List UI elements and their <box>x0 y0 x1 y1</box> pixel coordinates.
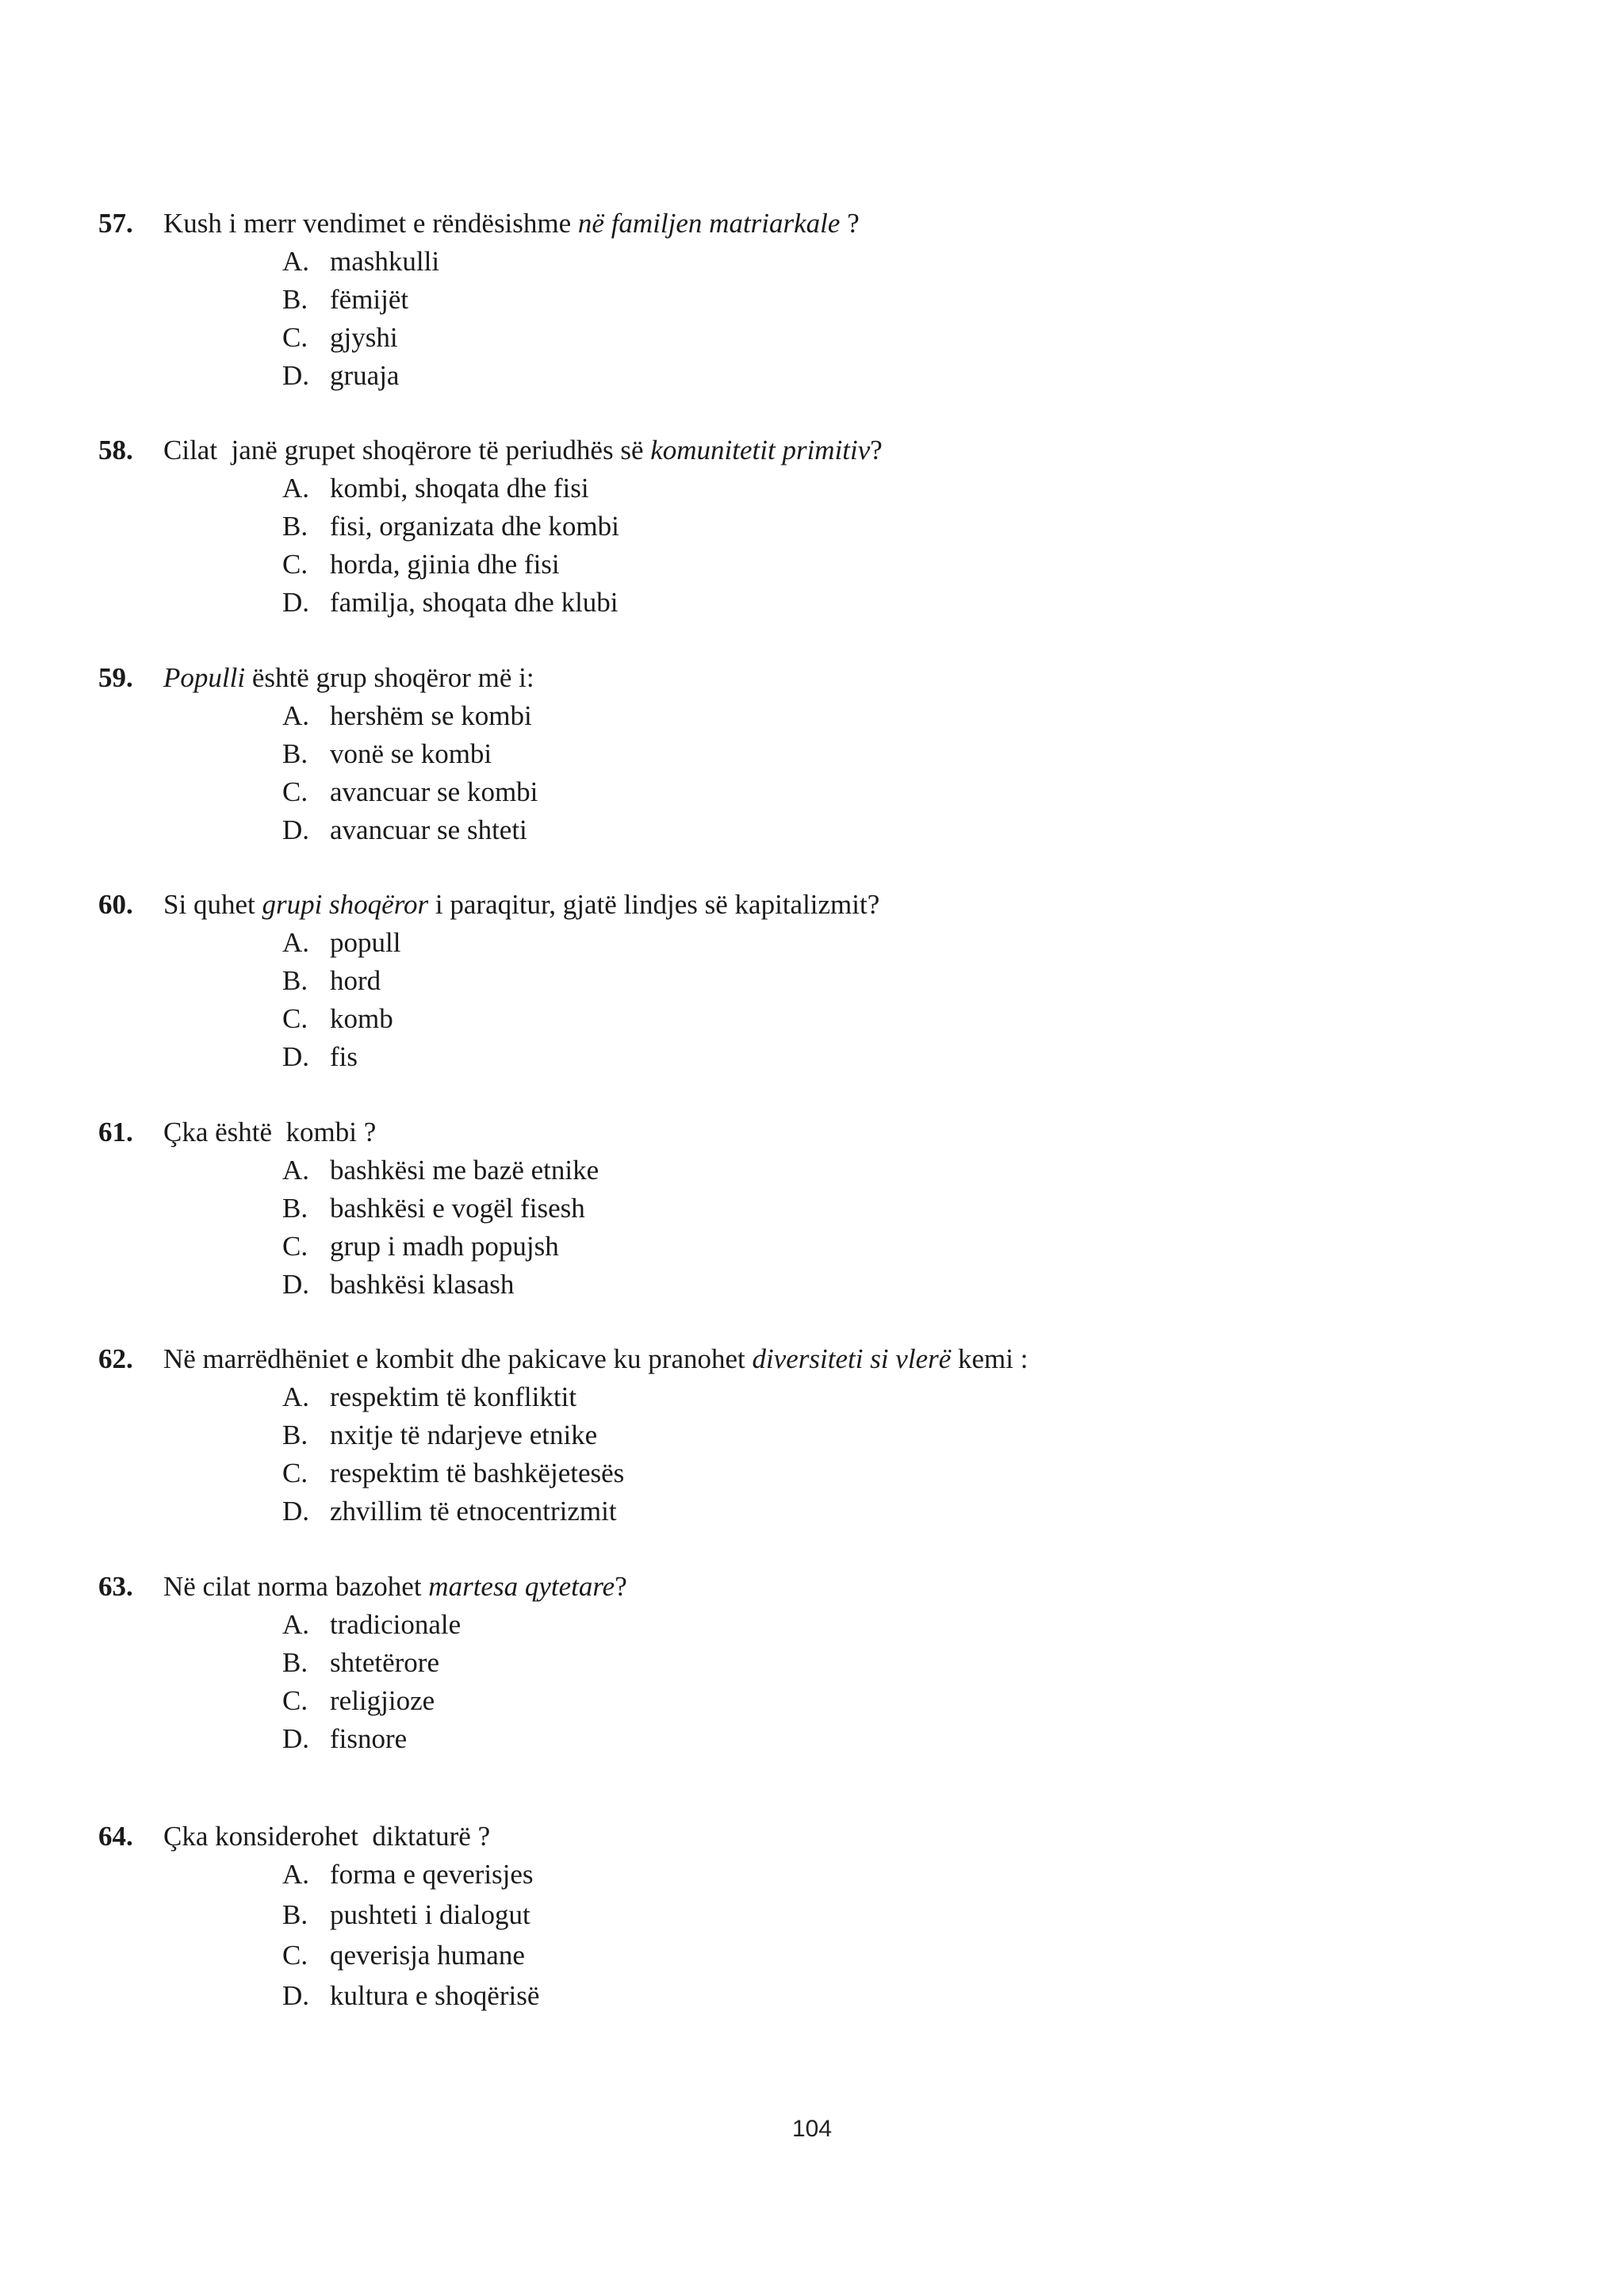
option-letter: B. <box>282 284 308 315</box>
option-text: gruaja <box>330 360 400 391</box>
question-text-segment: i paraqitur, gjatë lindjes së kapitalizmit? <box>428 889 880 920</box>
answer-option <box>282 735 1526 773</box>
question-text-italic: në familjen matriarkale <box>577 208 841 239</box>
question-60 <box>98 886 1526 1076</box>
answer-options <box>282 1151 1526 1304</box>
answer-option <box>282 1937 1526 1977</box>
option-letter: A. <box>282 927 310 958</box>
question-header <box>98 205 1526 243</box>
option-letter: B. <box>282 511 308 542</box>
answer-option <box>282 1228 1526 1266</box>
page-number: 104 <box>791 2116 833 2142</box>
question-text-segment: Çka është kombi ? <box>163 1117 377 1147</box>
question-text <box>163 1818 490 1856</box>
option-text: popull <box>330 927 401 958</box>
option-letter: B. <box>282 1647 308 1678</box>
question-text <box>163 886 879 924</box>
option-letter: D. <box>282 1496 310 1527</box>
question-number: 57. <box>98 208 133 239</box>
answer-option <box>282 1190 1526 1228</box>
answer-option <box>282 1151 1526 1190</box>
option-text: qeverisja humane <box>330 1940 525 1971</box>
option-letter: A. <box>282 700 310 731</box>
answer-options <box>282 924 1526 1076</box>
option-letter: B. <box>282 1193 308 1224</box>
option-text: hord <box>330 965 381 996</box>
option-letter: A. <box>282 1155 310 1186</box>
answer-option <box>282 546 1526 584</box>
option-text: bashkësi me bazë etnike <box>330 1155 599 1186</box>
question-text <box>163 659 534 697</box>
option-text: familja, shoqata dhe klubi <box>330 587 619 618</box>
answer-option <box>282 1038 1526 1076</box>
question-text <box>163 1113 376 1151</box>
option-letter: A. <box>282 1381 310 1412</box>
question-61 <box>98 1113 1526 1304</box>
option-letter: D. <box>282 1723 310 1754</box>
question-header <box>98 1818 1526 1856</box>
answer-option <box>282 357 1526 395</box>
option-text: fisi, organizata dhe kombi <box>330 511 619 542</box>
option-text: kombi, shoqata dhe fisi <box>330 473 589 504</box>
question-header <box>98 1340 1526 1378</box>
question-number: 64. <box>98 1821 133 1852</box>
answer-option <box>282 924 1526 962</box>
question-text-segment: Çka konsiderohet diktaturë ? <box>163 1821 491 1852</box>
answer-option <box>282 1606 1526 1644</box>
question-62 <box>98 1340 1526 1531</box>
question-header <box>98 886 1526 924</box>
answer-options <box>282 1606 1526 1758</box>
option-text: respektim të bashkëjetesës <box>330 1458 625 1488</box>
option-text: grup i madh popujsh <box>330 1231 559 1262</box>
question-63 <box>98 1568 1526 1758</box>
option-text: fëmijët <box>330 284 409 315</box>
answer-option <box>282 1896 1526 1937</box>
answer-option <box>282 1378 1526 1416</box>
answer-option <box>282 1454 1526 1492</box>
option-letter: A. <box>282 1609 310 1640</box>
answer-options <box>282 243 1526 395</box>
option-text: shtetërore <box>330 1647 439 1678</box>
option-text: avancuar se shteti <box>330 814 527 845</box>
question-text-italic: grupi shoqëror <box>262 889 429 920</box>
question-text <box>163 431 883 469</box>
question-text-italic: Populli <box>163 662 246 693</box>
question-number: 58. <box>98 435 133 465</box>
question-text-segment: Cilat janë grupet shoqërore të periudhës së <box>163 435 651 465</box>
question-number: 61. <box>98 1117 133 1147</box>
option-letter: B. <box>282 1899 308 1930</box>
option-text: forma e qeverisjes <box>330 1859 534 1890</box>
answer-option <box>282 1682 1526 1720</box>
question-header <box>98 1568 1526 1606</box>
option-letter: D. <box>282 1041 310 1072</box>
question-text-italic: diversiteti si vlerë <box>752 1343 952 1374</box>
answer-option <box>282 1720 1526 1758</box>
question-text <box>163 205 860 243</box>
question-text <box>163 1568 627 1606</box>
option-letter: A. <box>282 1859 310 1890</box>
answer-options <box>282 1856 1526 2017</box>
option-letter: C. <box>282 1458 308 1488</box>
answer-option <box>282 811 1526 849</box>
option-letter: A. <box>282 246 310 277</box>
question-text-segment: Në cilat norma bazohet <box>163 1571 429 1602</box>
option-text: gjyshi <box>330 322 398 353</box>
question-number: 63. <box>98 1571 133 1602</box>
option-text: vonë se kombi <box>330 738 492 769</box>
answer-options <box>282 697 1526 849</box>
option-text: bashkësi klasash <box>330 1269 515 1300</box>
answer-options <box>282 469 1526 622</box>
question-57 <box>98 205 1526 395</box>
question-header <box>98 431 1526 469</box>
answer-option <box>282 281 1526 319</box>
option-text: hershëm se kombi <box>330 700 532 731</box>
option-letter: C. <box>282 322 308 353</box>
option-text: fis <box>330 1041 358 1072</box>
option-text: komb <box>330 1003 393 1034</box>
question-text-segment: kemi : <box>951 1343 1028 1374</box>
option-text: pushteti i dialogut <box>330 1899 530 1930</box>
option-letter: D. <box>282 360 310 391</box>
answer-option <box>282 469 1526 508</box>
question-number: 59. <box>98 662 133 693</box>
answer-option <box>282 508 1526 546</box>
option-letter: A. <box>282 473 310 504</box>
option-letter: B. <box>282 1419 308 1450</box>
option-text: nxitje të ndarjeve etnike <box>330 1419 598 1450</box>
option-letter: D. <box>282 587 310 618</box>
answer-option <box>282 1492 1526 1531</box>
answer-option <box>282 1644 1526 1682</box>
option-text: fisnore <box>330 1723 408 1754</box>
question-number: 60. <box>98 889 133 920</box>
answer-options <box>282 1378 1526 1531</box>
question-text-segment: është grup shoqëror më i: <box>245 662 534 693</box>
question-text-segment: ? <box>840 208 860 239</box>
option-letter: D. <box>282 1980 310 2011</box>
question-text <box>163 1340 1028 1378</box>
option-text: zhvillim të etnocentrizmit <box>330 1496 617 1527</box>
answer-option <box>282 584 1526 622</box>
option-text: bashkësi e vogël fisesh <box>330 1193 585 1224</box>
option-text: horda, gjinia dhe fisi <box>330 549 560 580</box>
option-text: mashkulli <box>330 246 440 277</box>
answer-option <box>282 1856 1526 1896</box>
option-letter: C. <box>282 1685 308 1716</box>
option-text: kultura e shoqërisë <box>330 1980 540 2011</box>
question-59 <box>98 659 1526 849</box>
question-header <box>98 659 1526 697</box>
answer-option <box>282 1000 1526 1038</box>
answer-option <box>282 319 1526 357</box>
answer-option <box>282 773 1526 811</box>
option-text: avancuar se kombi <box>330 776 538 807</box>
answer-option <box>282 1416 1526 1454</box>
answer-option <box>282 697 1526 735</box>
question-64 <box>98 1818 1526 2017</box>
option-letter: C. <box>282 1003 308 1034</box>
question-number: 62. <box>98 1343 133 1374</box>
answer-option <box>282 1266 1526 1304</box>
question-58 <box>98 431 1526 622</box>
option-text: respektim të konfliktit <box>330 1381 577 1412</box>
question-text-segment: Në marrëdhëniet e kombit dhe pakicave ku pranohet <box>163 1343 753 1374</box>
question-text-segment: Si quhet <box>163 889 262 920</box>
answer-option <box>282 1977 1526 2017</box>
option-text: tradicionale <box>330 1609 462 1640</box>
question-text-italic: martesa qytetare <box>428 1571 615 1602</box>
question-text-italic: komunitetit primitiv <box>650 435 871 465</box>
option-letter: D. <box>282 814 310 845</box>
question-text-segment: ? <box>870 435 883 465</box>
option-letter: B. <box>282 965 308 996</box>
option-letter: B. <box>282 738 308 769</box>
option-letter: C. <box>282 1231 308 1262</box>
answer-option <box>282 962 1526 1000</box>
option-text: religjioze <box>330 1685 435 1716</box>
answer-option <box>282 243 1526 281</box>
option-letter: C. <box>282 1940 308 1971</box>
option-letter: C. <box>282 776 308 807</box>
question-header <box>98 1113 1526 1151</box>
question-text-segment: ? <box>615 1571 627 1602</box>
option-letter: D. <box>282 1269 310 1300</box>
option-letter: C. <box>282 549 308 580</box>
question-text-segment: Kush i merr vendimet e rëndësishme <box>163 208 578 239</box>
